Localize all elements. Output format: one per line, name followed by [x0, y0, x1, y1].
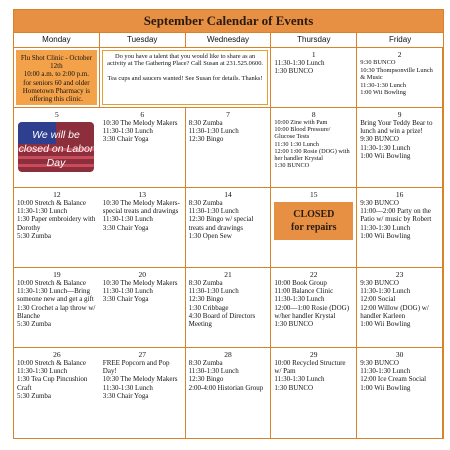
day-number: 20: [138, 270, 146, 279]
day-events: 10:30 The Melody Makers-special treats and drawings 11:30-1:30 Lunch 3:30 Chair Yoga: [102, 199, 180, 232]
day-cell: [186, 348, 272, 438]
day-events: 9:30 BUNCO 11:30-1:30 Lunch 12:00 Social 12:00 Willow (DOG) w/ handler Karleen 1:00 Wii Bowling: [360, 279, 429, 329]
day-number: 30: [395, 350, 404, 359]
day-number: 7: [226, 110, 230, 119]
day-number: 5: [55, 110, 59, 119]
day-number: 1: [311, 50, 316, 59]
day-number: 16: [395, 190, 404, 199]
day-cell: [14, 108, 100, 188]
weekday-wednesday: Wednesday: [186, 33, 272, 47]
day-number: 28: [224, 350, 232, 359]
day-cell: [100, 268, 186, 348]
day-cell: [357, 348, 443, 438]
day-events: 8:30 Zumba 11:30-1:30 Lunch 12:30 Bingo 1:30 Cribbage 4:30 Board of Directors Meeting: [188, 279, 256, 329]
day-cell: [357, 48, 443, 108]
day-cell: [186, 108, 272, 188]
day-cell: [186, 188, 272, 268]
day-cell: [100, 108, 186, 188]
day-number: 22: [310, 270, 318, 279]
flu-shot-notice: [16, 50, 97, 105]
day-cell: [271, 108, 357, 188]
day-cell: [271, 48, 357, 108]
day-cell: [271, 268, 357, 348]
day-events: 9:30 BUNCO 11:30-1:30 Lunch 12:00 Ice Cream Social 1:00 Wii Bowling: [360, 359, 427, 392]
day-cell: [357, 188, 443, 268]
day-number: 29: [310, 350, 318, 359]
day-events: 10:00 Recycled Structure w/ Pam 11:30-1:30 Lunch 1:30 BUNCO: [274, 359, 346, 392]
day-number: 14: [224, 190, 232, 199]
day-cell: [357, 108, 443, 188]
day-cell: [100, 348, 186, 438]
weekday-friday: Friday: [388, 35, 412, 44]
weekday-thursday: Thursday: [271, 33, 357, 47]
day-cell: [357, 268, 443, 348]
day-cell: [14, 348, 100, 438]
calendar: [13, 9, 444, 439]
weekday-tuesday: Tuesday: [100, 33, 186, 47]
day-number: 19: [53, 270, 61, 279]
calendar-title: September Calendar of Events: [14, 10, 443, 33]
flu-shot-text: Flu Shot Clinic - October 12th 10:00 a.m. to 2:00 p.m. for seniors 60 and older Hometown Pharmacy is offering this clinic.: [20, 54, 92, 104]
day-cell: [14, 188, 100, 268]
day-events: 10:00 Stretch & Balance 11:30-1:30 Lunch 1:30 Paper embroidery with Dorothy 5:30 Zumba: [17, 199, 96, 240]
weekday-monday: Monday: [14, 33, 100, 47]
day-cell: [186, 268, 272, 348]
day-cell: [271, 188, 357, 268]
day-number: 6: [140, 110, 145, 119]
day-number: 8: [311, 110, 316, 119]
day-number: 13: [138, 190, 146, 199]
closed-for-repairs-notice: CLOSED for repairs: [274, 202, 353, 240]
day-cell: [100, 188, 186, 268]
day-number: 26: [53, 350, 61, 359]
day-cell: [271, 348, 357, 438]
day-events: 10:00 Book Group 11:00 Balance Clinic 11:30-1:30 Lunch 12:00—1:00 Rosie (DOG) w/her handler Krystal 1:30 BUNCO: [274, 279, 350, 329]
day-events: Bring Your Teddy Bear to lunch and win a prize! 9:30 BUNCO 11:30-1:30 Lunch 1:00 Wii Bowling: [360, 119, 433, 160]
day-events: FREE Popcorn and Pop Day! 10:30 The Melody Makers 11:30-1:30 Lunch 3:30 Chair Yoga: [102, 359, 178, 400]
day-events: 10:00 Stretch & Balance 11:30-1:30 Lunch—Bring someone new and get a gift 1:30 Crochet a lap throw w/ Blanche 5:30 Zumba: [17, 279, 96, 329]
day-events: 8:30 Zumba 11:30-1:30 Lunch 12:30 Bingo 2:00-4:00 Historian Group: [188, 359, 264, 392]
talent-notice-cell: [100, 48, 272, 108]
day-number: 2: [397, 50, 402, 59]
labor-day-text: We will be closed on Labor Day: [18, 129, 94, 169]
day-events: 8:30 Zumba 11:30-1:30 Lunch 12:30 Bingo w/ special treats and drawings 1:30 Open Sew: [188, 199, 254, 240]
day-number: 27: [138, 350, 146, 359]
day-events: 11:30-1:30 Lunch 1:30 BUNCO: [274, 59, 325, 76]
day-events: 8:30 Zumba 11:30-1:30 Lunch 12:30 Bingo: [188, 119, 239, 144]
day-events: 9:30 BUNCO 10:30 Thompsonville Lunch & Music 11:30-1:30 Lunch 1:00 Wii Bowling: [360, 59, 433, 97]
labor-day-banner: [18, 122, 94, 172]
weekday-header-row: [14, 33, 443, 48]
calendar-grid: [14, 48, 443, 438]
flu-shot-cell: [14, 48, 100, 108]
day-events: 10:00 Stretch & Balance 11:30-1:30 Lunch 1:30 Tea Cup Pincushion Craft 5:30 Zumba: [17, 359, 88, 400]
day-number: 9: [397, 110, 402, 119]
talent-notice: Do you have a talent that you would like to share as an activity at The Gathering Place? Call Susan at 231.525.0600. Tea cups and saucers wanted! See Susan for details. Thanks!: [102, 50, 269, 105]
day-events: 10:30 The Melody Makers 11:30-1:30 Lunch 3:30 Chair Yoga: [102, 119, 178, 144]
day-events: 9:30 BUNCO 11:00—2:00 Party on the Patio w/ music by Robert 11:30-1:30 Lunch 1:00 Wii Bowling: [360, 199, 432, 240]
day-number: 12: [53, 190, 61, 199]
day-number: 23: [395, 270, 404, 279]
day-number: 15: [310, 190, 318, 199]
day-cell: [14, 268, 100, 348]
day-number: 21: [224, 270, 232, 279]
day-events: 10:30 The Melody Makers 11:30-1:30 Lunch 3:30 Chair Yoga: [102, 279, 178, 304]
day-events: 10:00 Zine with Pam 10:00 Blood Pressure/ Glucose Tests 11:30 1:30 Lunch 12:00 1:00 Rosie (DOG) with her handler Krystal 1:30 BUNCO: [274, 119, 350, 170]
